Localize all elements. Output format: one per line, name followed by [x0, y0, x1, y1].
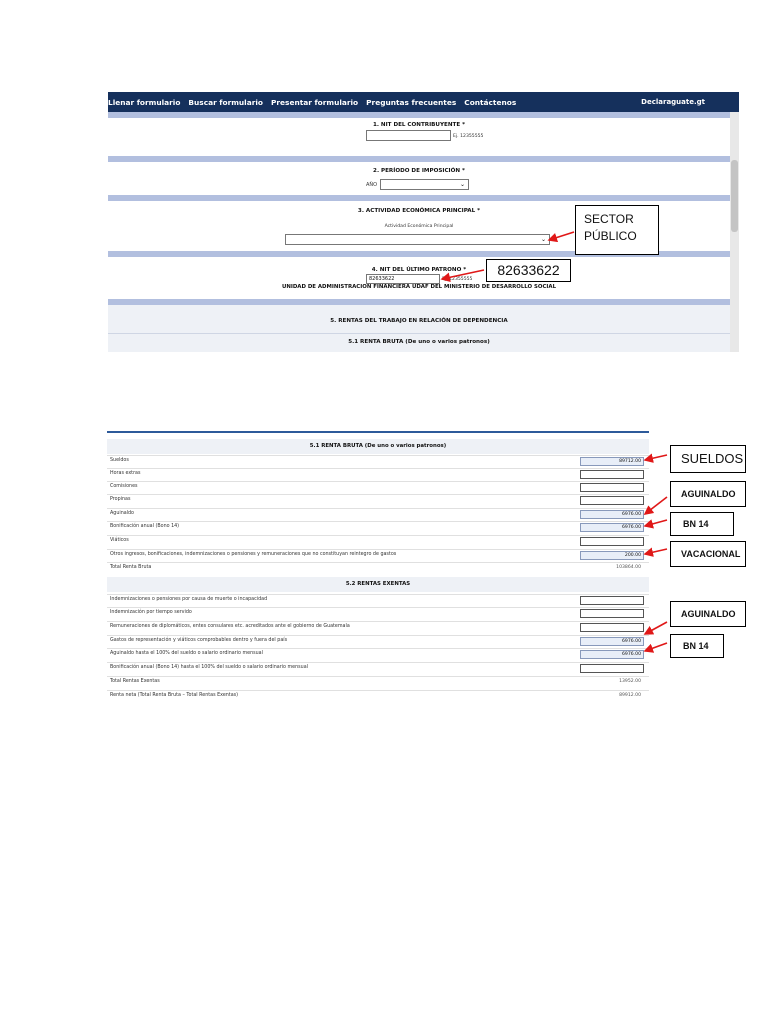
nav-preguntas-frecuentes[interactable]: Preguntas frecuentes: [366, 97, 457, 107]
total-rentas-exentas-label: Total Rentas Exentas: [110, 679, 160, 684]
employer-name: UNIDAD DE ADMINISTRACION FINANCIERA UDAF DEL MINISTERIO DE DESARROLLO SOCIAL: [281, 284, 557, 290]
row-label: Gastos de representación y viáticos comprobables dentro y fuera del país: [110, 638, 288, 643]
activity-label: Actividad Económica Principal: [384, 224, 454, 229]
nit-patrono-input[interactable]: 82633622: [366, 274, 440, 284]
year-select[interactable]: [380, 179, 469, 190]
annotation-text: PÚBLICO: [584, 229, 637, 243]
scrollbar[interactable]: [730, 112, 739, 352]
section-3-title: 3. ACTIVIDAD ECONÓMICA PRINCIPAL *: [357, 208, 481, 214]
row-label: Horas extras: [110, 471, 141, 476]
nit-contribuyente-input[interactable]: [366, 130, 451, 141]
renta-neta-value: 89912.00: [619, 693, 641, 698]
gastos-representacion-input[interactable]: 6976.00: [580, 637, 644, 646]
income-table-screenshot: [107, 431, 649, 704]
annotation-bono14-exento: BN 14: [670, 634, 724, 658]
section-divider: [108, 195, 730, 201]
indemnizaciones-muerte-input[interactable]: [580, 596, 644, 605]
row-label: Propinas: [110, 497, 131, 502]
nav-llenar-formulario[interactable]: Llenar formulario: [108, 97, 181, 107]
annotation-sueldos: SUELDOS: [670, 445, 746, 473]
chevron-down-icon: ⌄: [540, 236, 546, 243]
table-row: [107, 468, 649, 481]
row-label: Aguinaldo hasta el 100% del sueldo o salario ordinario mensual: [110, 651, 263, 656]
bono14-exento-input[interactable]: [580, 664, 644, 673]
table-row: [107, 549, 649, 562]
table-row: [107, 635, 649, 648]
activity-select[interactable]: [285, 234, 550, 245]
table-row: [107, 455, 649, 468]
annotation-aguinaldo-exento: AGUINALDO: [670, 601, 746, 627]
annotation-nit: 82633622: [486, 259, 571, 282]
row-label: Otros ingresos, bonificaciones, indemnizaciones o pensiones y remuneraciones que no constituyan reintegro de gastos: [110, 552, 397, 557]
annotation-aguinaldo: AGUINALDO: [670, 481, 746, 507]
total-renta-bruta-label: Total Renta Bruta: [110, 565, 152, 570]
aguinaldo-input[interactable]: 6976.00: [580, 510, 644, 519]
nit-contribuyente-hint: Ej. 12355555: [453, 134, 484, 139]
table-row: [107, 662, 649, 675]
row-label: Viáticos: [110, 538, 129, 543]
total-renta-bruta-value: 103864.00: [616, 565, 641, 570]
bono14-input[interactable]: 6976.00: [580, 523, 644, 532]
nit-patrono-hint: Ej. 12355555: [442, 277, 473, 282]
year-label: AÑO: [366, 182, 378, 188]
row-label: Bonificación anual (Bono 14): [110, 524, 180, 529]
table-row: [107, 621, 649, 634]
brand-label[interactable]: Declaraguate.gt: [641, 98, 705, 106]
total-rentas-exentas-value: 13952.00: [619, 679, 641, 684]
diplomaticos-input[interactable]: [580, 623, 644, 632]
row-label: Remuneraciones de diplomáticos, entes consulares etc. acreditados ante el gobierno de Guatemala: [110, 624, 350, 629]
section-1-title: 1. NIT DEL CONTRIBUYENTE *: [372, 122, 466, 128]
table-row: [107, 508, 649, 521]
viaticos-input[interactable]: [580, 537, 644, 546]
table-row: [107, 521, 649, 534]
horas-extras-input[interactable]: [580, 470, 644, 479]
row-label: Indemnización por tiempo servido: [110, 610, 192, 615]
table-row: [107, 494, 649, 507]
table-row: [107, 594, 649, 607]
nav-presentar-formulario[interactable]: Presentar formulario: [270, 97, 359, 107]
renta-neta-label: Renta neta (Total Renta Bruta – Total Rentas Exentas): [110, 693, 238, 698]
nav-buscar-formulario[interactable]: Buscar formulario: [188, 97, 263, 107]
indemnizacion-tiempo-input[interactable]: [580, 609, 644, 618]
annotation-bono14: BN 14: [670, 512, 734, 536]
section-5-title: 5. RENTAS DEL TRABAJO EN RELACIÓN DE DEPENDENCIA: [330, 318, 508, 324]
section-4-title: 4. NIT DEL ÚLTIMO PATRONO *: [371, 267, 467, 273]
table-row: [107, 535, 649, 548]
annotation-vacacional: VACACIONAL: [670, 541, 746, 567]
renta-bruta-header: 5.1 RENTA BRUTA (De uno o varios patronos): [107, 439, 649, 454]
table-row: [107, 481, 649, 494]
row-label: Bonificación anual (Bono 14) hasta el 100% del sueldo o salario ordinario mensual: [110, 665, 308, 670]
comisiones-input[interactable]: [580, 483, 644, 492]
nav-contactenos[interactable]: Contáctenos: [464, 97, 517, 107]
annotation-sector-publico: [575, 205, 659, 255]
propinas-input[interactable]: [580, 496, 644, 505]
row-label: Sueldos: [110, 458, 129, 463]
total-row: [107, 676, 649, 689]
table-row: [107, 607, 649, 620]
section-divider: [108, 156, 730, 162]
rentas-exentas-header: 5.2 RENTAS EXENTAS: [107, 577, 649, 592]
total-row: [107, 562, 649, 575]
row-label: Aguinaldo: [110, 511, 134, 516]
chevron-down-icon: ⌄: [459, 181, 465, 188]
total-row: [107, 690, 649, 703]
otros-ingresos-input[interactable]: 200.00: [580, 551, 644, 560]
section-51-title: 5.1 RENTA BRUTA (De uno o varios patronos): [348, 339, 490, 345]
section-2-title: 2. PERÍODO DE IMPOSICIÓN *: [373, 168, 465, 174]
top-navigation-bar: [108, 92, 739, 112]
annotation-text: SECTOR: [584, 212, 634, 226]
aguinaldo-exento-input[interactable]: 6976.00: [580, 650, 644, 659]
sueldos-input[interactable]: 89712.00: [580, 457, 644, 466]
row-label: Indemnizaciones o pensiones por causa de muerte o incapacidad: [110, 597, 268, 602]
scrollbar-thumb[interactable]: [731, 160, 738, 232]
table-row: [107, 648, 649, 661]
row-label: Comisiones: [110, 484, 138, 489]
section-divider: [108, 112, 730, 118]
